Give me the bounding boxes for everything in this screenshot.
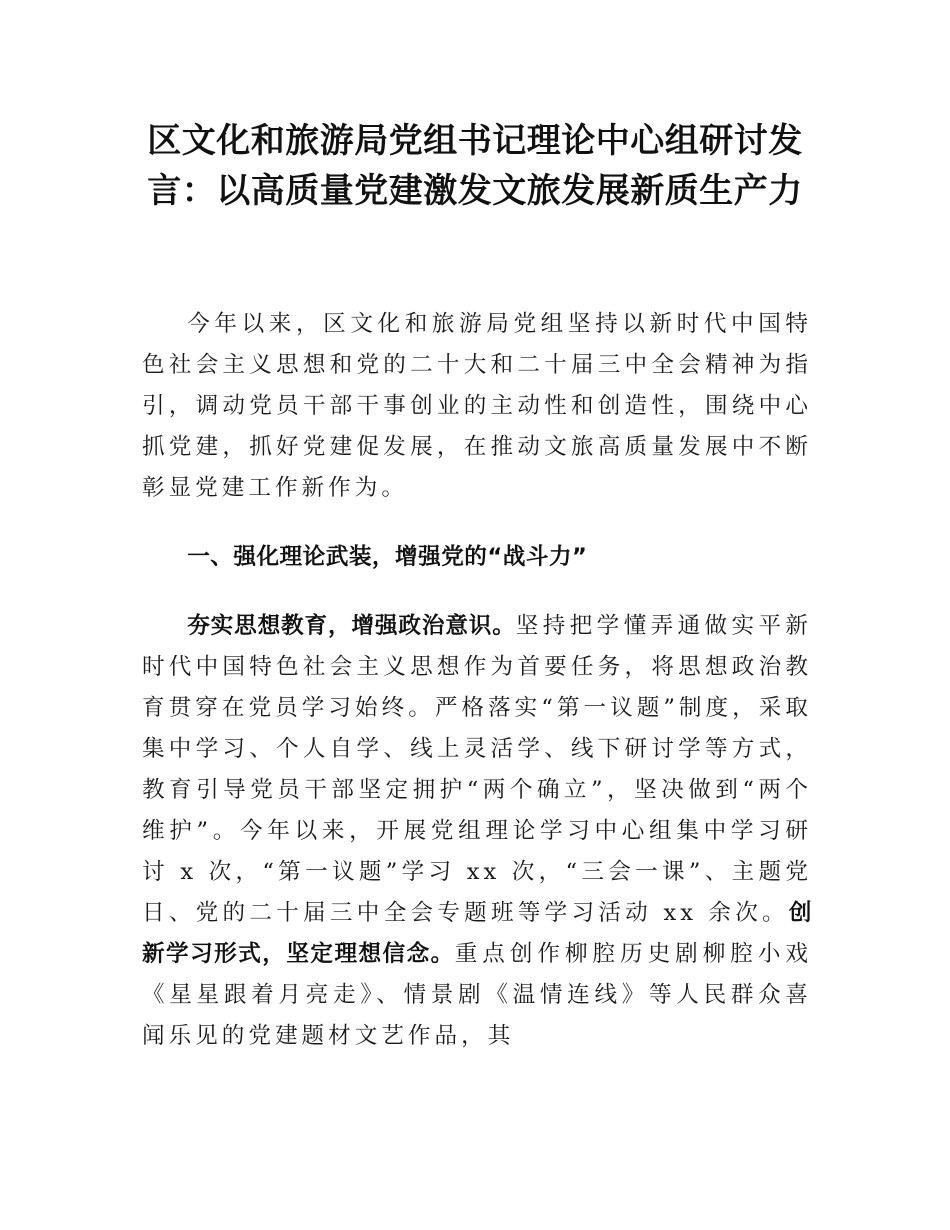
intro-paragraph: 今年以来，区文化和旅游局党组坚持以新时代中国特色社会主义思想和党的二十大和二十届三中全会精神为指引，调动党员干部干事创业的主动性和创造性，围绕中心抓党建，抓好党建促发展，在推动文旅高质量发展中不断彰显党建工作新作为。	[142, 311, 812, 501]
paragraph-lead: 夯实思想教育，增强政治意识。	[187, 613, 516, 639]
title-line-2: 言：以高质量党建激发文旅发展新质生产力	[147, 171, 803, 211]
document-title	[120, 116, 830, 216]
document-body	[142, 304, 812, 1057]
paragraph-text-2: 重点创作柳腔历史剧柳腔小戏《星星跟着月亮走》、情景剧《温情连线》等人民群众喜闻乐见的党建题材文艺作品，其	[142, 941, 813, 1049]
section-heading: 一、强化理论武装，增强党的“战斗力”	[187, 544, 588, 570]
body-paragraph	[142, 606, 812, 1057]
title-line-1: 区文化和旅游局党组书记理论中心组研讨发	[147, 121, 803, 161]
paragraph-text: 坚持把学懂弄通做实平新时代中国特色社会主义思想作为首要任务，将思想政治教育贯穿在党员学习始终。严格落实“第一议题”制度，采取集中学习、个人自学、线上灵活学、线下研讨学等方式，教育引导党员干部坚定拥护“两个确立”，坚决做到“两个维护”。今年以来，开展党组理论学习中心组集中学习研讨 x 次，“第一议题”学习 xx 次，“三会一课”、主题党日、党的二十届三中全会专题班等学习活动 xx 余次。	[142, 613, 813, 926]
paragraph-lead-2: 创新学习形式，坚定理想信念。	[142, 900, 812, 967]
